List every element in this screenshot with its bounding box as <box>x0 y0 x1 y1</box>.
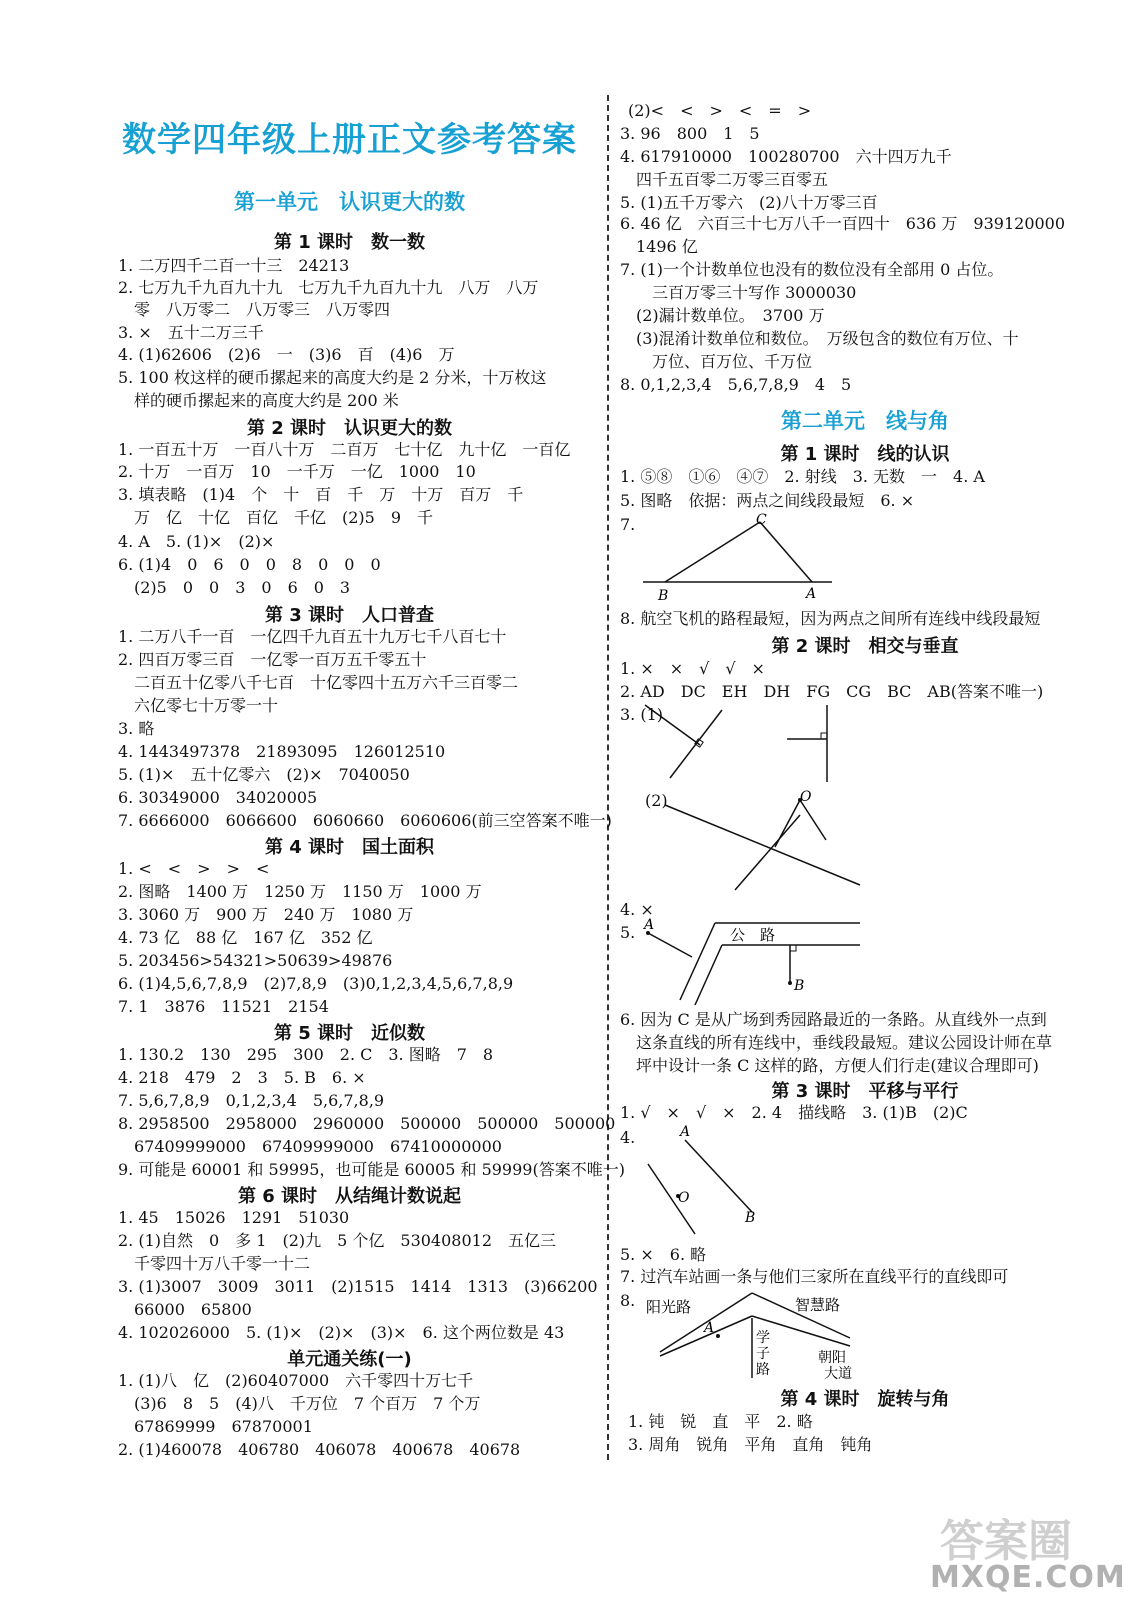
answer-line: 2. 四百万零三百 一亿零一百万五千零五十 <box>118 650 427 669</box>
label-o: O <box>678 1190 690 1206</box>
answer-line: 1496 亿 <box>620 237 698 256</box>
answer-line: 1. 一百五十万 一百八十万 二百万 七十亿 九十亿 一百亿 <box>118 440 571 459</box>
answer-line: 1. 130.2 130 295 300 2. C 3. 图略 7 8 <box>118 1045 494 1064</box>
street-map-figure <box>640 1290 870 1385</box>
answer-line: (3)混淆计数单位和数位。 万级包含的数位有万位、十 <box>620 329 1019 348</box>
perpendicular-figure-1 <box>640 700 870 790</box>
label-a: A <box>680 1124 691 1140</box>
answer-line: 二百五十亿零八千七百 十亿零四十五万六千三百零二 <box>118 673 519 692</box>
lesson-heading: 第 3 课时 人口普查 <box>264 605 435 626</box>
label-a: A <box>704 1320 715 1336</box>
answer-line: 万位、百万位、千万位 <box>620 352 813 371</box>
answer-line: 6. 46 亿 六百三十七万八千一百四十 636 万 939120000 <box>620 214 1066 233</box>
label-o: O <box>800 789 812 805</box>
answer-line: 这条直线的所有连线中，垂线段最短。建议公园设计师在草 <box>620 1033 1053 1052</box>
answer-line: 7. 5,6,7,8,9 0,1,2,3,4 5,6,7,8,9 <box>118 1091 385 1110</box>
label-b: B <box>745 1210 756 1226</box>
label-a: A <box>644 917 655 933</box>
answer-line: 4. 617910000 100280700 六十四万九千 <box>620 147 952 166</box>
answer-line: (2) <box>645 791 668 810</box>
label-c: C <box>756 512 767 528</box>
road-label: 子 <box>756 1346 770 1362</box>
answer-line: 4. × <box>620 900 654 919</box>
answer-line: 6. 因为 C 是从广场到秀园路最近的一条路。从直线外一点到 <box>620 1010 1047 1029</box>
answer-line: 万 亿 十亿 百亿 千亿 (2)5 9 千 <box>118 508 434 527</box>
page-title: 数学四年级上册正文参考答案 <box>122 120 577 160</box>
answer-line: (2)5 0 0 3 0 6 0 3 <box>118 578 351 597</box>
lesson-heading: 第 2 课时 认识更大的数 <box>246 418 453 439</box>
answer-line: 7. 过汽车站画一条与他们三家所在直线平行的直线即可 <box>620 1267 1009 1286</box>
road-label: 路 <box>756 1362 770 1378</box>
answer-line: 4. A 5. (1)× (2)× <box>118 532 275 551</box>
answer-line: 1. (1)八 亿 (2)60407000 六千零四十万七千 <box>118 1371 474 1390</box>
answer-line: 67409999000 67409999000 67410000000 <box>118 1137 502 1156</box>
answer-line: 2. (1)自然 0 多 1 (2)九 5 个亿 530408012 五亿三 <box>118 1231 557 1250</box>
lesson-heading: 第 5 课时 近似数 <box>273 1023 426 1044</box>
answer-line: 7. 1 3876 11521 2154 <box>118 997 329 1016</box>
answer-line: 4. 102026000 5. (1)× (2)× (3)× 6. 这个两位数是 43 <box>118 1323 565 1342</box>
answer-line: 1. 二万四千二百一十三 24213 <box>118 256 350 275</box>
answer-line: 5. 203456>54321>50639>49876 <box>118 951 393 970</box>
answer-line: 6. (1)4,5,6,7,8,9 (2)7,8,9 (3)0,1,2,3,4,5,6,7,8,9 <box>118 974 514 993</box>
answer-line: 3. 96 800 1 5 <box>620 124 760 143</box>
lesson-heading: 第 2 课时 相交与垂直 <box>771 636 959 657</box>
label-a: A <box>806 586 817 602</box>
road-label: 朝阳 <box>818 1350 846 1366</box>
answer-line: 9. 可能是 60001 和 59995，也可能是 60005 和 59999(答案不唯一) <box>118 1160 625 1179</box>
answer-line: (2)< < > < = > <box>628 101 812 120</box>
answer-line: 67869999 67870001 <box>118 1417 313 1436</box>
answer-line: 样的硬币摞起来的高度大约是 200 米 <box>118 391 399 410</box>
road-label: 智慧路 <box>795 1296 841 1314</box>
answer-line: (3)6 8 5 (4)八 千万位 7 个百万 7 个万 <box>118 1394 481 1413</box>
answer-line: 7. 6666000 6066600 6060660 6060606(前三空答案不唯一) <box>118 811 612 830</box>
answer-line: 3. × 五十二万三千 <box>118 323 264 342</box>
answer-line: 3. 3060 万 900 万 240 万 1080 万 <box>118 905 414 924</box>
unit-2-heading: 第二单元 线与角 <box>781 409 949 433</box>
answer-line: 5. 100 枚这样的硬币摞起来的高度大约是 2 分米，十万枚这 <box>118 368 547 387</box>
parallel-figure <box>640 1122 780 1242</box>
answer-line: 3. (1) <box>620 705 664 724</box>
answer-line: 8. 0,1,2,3,4 5,6,7,8,9 4 5 <box>620 375 852 394</box>
answer-line: 坪中设计一条 C 这样的路，方便人们行走(建议合理即可) <box>620 1056 1039 1075</box>
answer-line: 5. (1)五千万零六 (2)八十万零三百 <box>620 193 878 212</box>
answer-line: 2. AD DC EH DH FG CG BC AB(答案不唯一) <box>620 682 1044 701</box>
road-label: 公 路 <box>730 926 776 944</box>
answer-line: 8. 航空飞机的路程最短，因为两点之间所有连线中线段最短 <box>620 609 1041 628</box>
answer-line: 5. <box>620 923 636 942</box>
answer-line: 6. 30349000 34020005 <box>118 788 318 807</box>
answer-line: 1. < < > > < <box>118 859 270 878</box>
answer-line: 8. 2958500 2958000 2960000 500000 500000 500000 <box>118 1114 616 1133</box>
answer-line: 4. 73 亿 88 亿 167 亿 352 亿 <box>118 928 373 947</box>
lesson-heading: 第 1 课时 线的认识 <box>780 444 950 465</box>
answer-line: 4. (1)62606 (2)6 一 (3)6 百 (4)6 万 <box>118 345 455 364</box>
answer-line: 8. <box>620 1291 636 1310</box>
answer-line: 3. 略 <box>118 719 155 738</box>
answer-line: 六亿零七十万零一十 <box>118 696 279 715</box>
answer-line: 2. (1)460078 406780 406078 400678 40678 <box>118 1440 521 1459</box>
road-figure <box>640 915 870 1010</box>
answer-line: 千零四十万八千零一十二 <box>118 1254 311 1273</box>
answer-line: 3. (1)3007 3009 3011 (2)1515 1414 1313 (3)66200 <box>118 1277 598 1296</box>
answer-line: 5. 图略 依据：两点之间线段最短 6. × <box>620 491 915 510</box>
answer-line: 四千五百零二万零三百零五 <box>620 170 829 189</box>
answer-line: 3. 周角 锐角 平角 直角 钝角 <box>628 1435 873 1454</box>
road-label: 大道 <box>824 1366 852 1382</box>
answer-line: 1. 二万八千一百 一亿四千九百五十九万七千八百七十 <box>118 627 507 646</box>
answer-line: 1. × × √ √ × <box>620 659 765 678</box>
answer-line: 零 八万零二 八万零三 八万零四 <box>118 300 391 319</box>
label-b: B <box>794 978 805 994</box>
answer-line: 三百万零三十写作 3000030 <box>620 283 857 302</box>
answer-line: 1. 钝 锐 直 平 2. 略 <box>628 1412 813 1431</box>
lesson-heading: 第 4 课时 国土面积 <box>264 837 435 858</box>
label-b: B <box>658 588 669 604</box>
answer-line: 7. <box>620 515 636 534</box>
answer-line: 2. 图略 1400 万 1250 万 1150 万 1000 万 <box>118 882 482 901</box>
answer-line: 1. 45 15026 1291 51030 <box>118 1208 350 1227</box>
answer-line: 6. (1)4 0 6 0 0 8 0 0 0 <box>118 555 381 574</box>
answer-line: (2)漏计数单位。 3700 万 <box>620 306 825 325</box>
answer-line: 2. 十万 一百万 10 一千万 一亿 1000 10 <box>118 462 476 481</box>
answer-line: 1. ⑤⑧ ①⑥ ④⑦ 2. 射线 3. 无数 一 4. A <box>620 467 985 486</box>
answer-line: 4. <box>620 1128 636 1147</box>
answer-line: 3. 填表略 (1)4 个 十 百 千 万 十万 百万 千 <box>118 485 524 504</box>
lesson-heading: 第 4 课时 旋转与角 <box>780 1389 950 1410</box>
watermark-logo: 答案圈 <box>940 1516 1072 1567</box>
lesson-heading: 第 3 课时 平移与平行 <box>771 1081 959 1102</box>
answer-line: 4. 1443497378 21893095 126012510 <box>118 742 446 761</box>
unit-1-heading: 第一单元 认识更大的数 <box>234 190 465 214</box>
answer-line: 5. × 6. 略 <box>620 1245 707 1264</box>
road-label: 阳光路 <box>646 1298 692 1316</box>
answer-line: 7. (1)一个计数单位也没有的数位没有全部用 0 占位。 <box>620 260 1004 279</box>
lesson-heading: 第 6 课时 从结绳计数说起 <box>237 1186 462 1207</box>
answer-line: 66000 65800 <box>118 1300 252 1319</box>
perpendicular-figure-2 <box>660 785 870 895</box>
answer-line: 4. 218 479 2 3 5. B 6. × <box>118 1068 366 1087</box>
column-divider <box>607 95 609 1460</box>
triangle-figure <box>640 510 840 605</box>
road-label: 学 <box>756 1330 770 1346</box>
answer-line: 2. 七万九千九百九十九 七万九千九百九十九 八万 八万 <box>118 278 539 297</box>
answer-line: 5. (1)× 五十亿零六 (2)× 7040050 <box>118 765 410 784</box>
lesson-heading: 第 1 课时 数一数 <box>273 232 426 253</box>
lesson-heading: 单元通关练(一) <box>287 1349 412 1370</box>
watermark-site: MXQE.COM <box>930 1560 1126 1595</box>
answer-line: 1. √ × √ × 2. 4 描线略 3. (1)B (2)C <box>620 1103 968 1122</box>
